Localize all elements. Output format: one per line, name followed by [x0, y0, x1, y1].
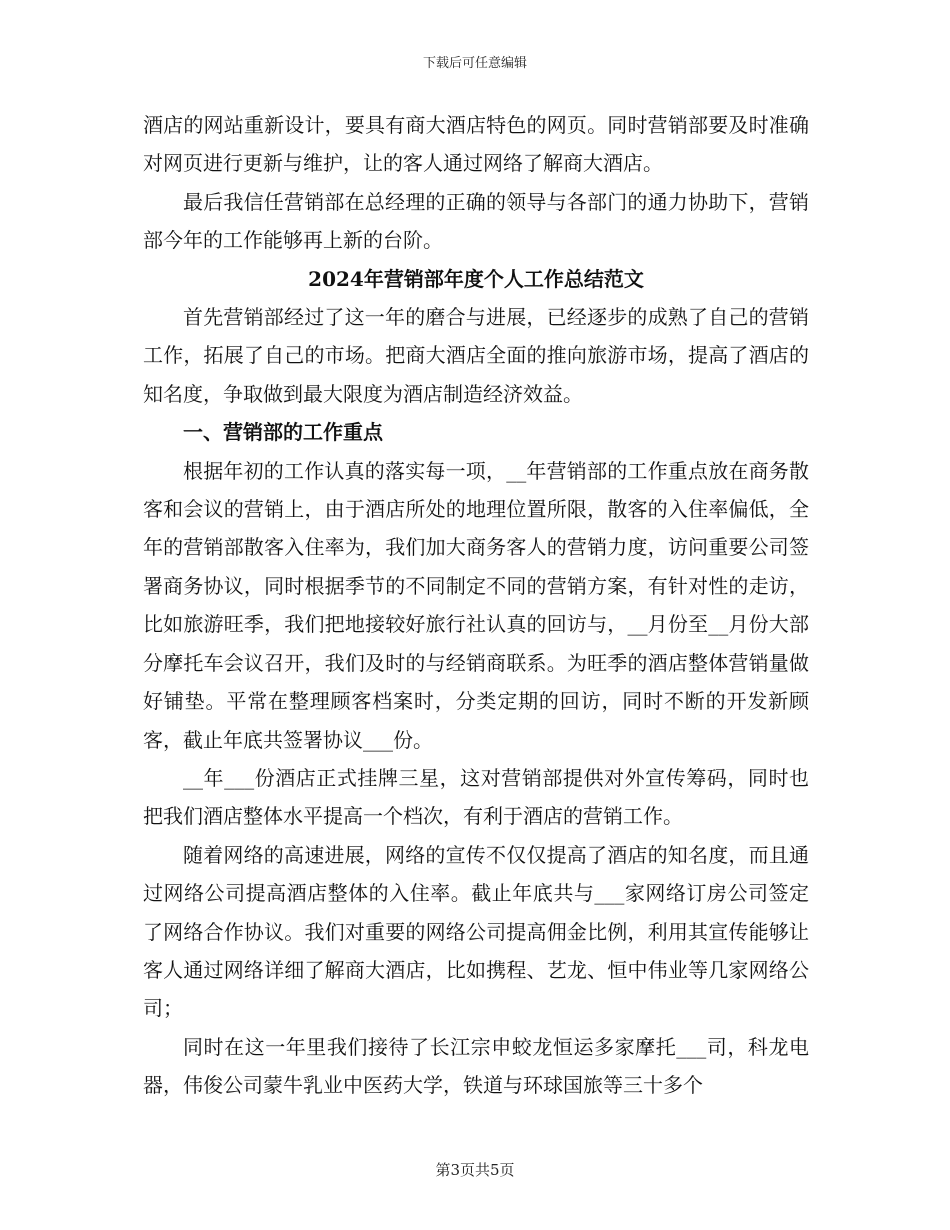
- page-number-footer: 第3页共5页: [435, 1161, 515, 1179]
- document-body: [143, 106, 809, 1105]
- section-heading-work-focus: 一、营销部的工作重点: [183, 420, 383, 445]
- paragraph-online-marketing: 随着网络的高速进展，网络的宣传不仅仅提高了酒店的知名度，而且通过网络公司提高酒店整体的入住率。截止年底共与___家网络订房公司签定了网络合作协议。我们对重要的网络公司提高佣金比例，利用其宣传能够让客人通过网络详细了解商大酒店，比如携程、艺龙、恒中伟业等几家网络公司；: [143, 842, 809, 1021]
- paragraph-work-focus: 根据年初的工作认真的落实每一项，__年营销部的工作重点放在商务散客和会议的营销上，由于酒店所处的地理位置所限，散客的入住率偏低，全年的营销部散客入住率为，我们加大商务客人的营销力度，访问重要公司签署商务协议，同时根据季节的不同制定不同的营销方案，有针对性的走访，比如旅游旺季，我们把地接较好旅行社认真的回访与，__月份至__月份大部分摩托车会议召开，我们及时的与经销商联系。为旺季的酒店整体营销量做好铺垫。平常在整理顾客档案时，分类定期的回访，同时不断的开发新顾客，截止年底共签署协议___份。: [143, 458, 809, 752]
- paragraph-closing-statement: 最后我信任营销部在总经理的正确的领导与各部门的通力协助下，营销部今年的工作能够再上新的台阶。: [143, 189, 809, 253]
- paragraph-website-redesign: 酒店的网站重新设计，要具有商大酒店特色的网页。同时营销部要及时准确对网页进行更新与维护，让的客人通过网络了解商大酒店。: [143, 113, 809, 176]
- section-title: 2024年营销部年度个人工作总结范文: [308, 266, 644, 291]
- paragraph-clients-received: 同时在这一年里我们接待了长江宗申蛟龙恒运多家摩托___司，科龙电器，伟俊公司蒙牛乳业中医药大学，铁道与环球国旅等三十多个: [143, 1034, 809, 1098]
- page-header-note: 下载后可任意编辑: [422, 56, 527, 71]
- paragraph-three-star: __年___份酒店正式挂牌三星，这对营销部提供对外宣传筹码，同时也把我们酒店整体水平提高一个档次，有利于酒店的营销工作。: [143, 765, 809, 829]
- paragraph-introduction: 首先营销部经过了这一年的磨合与进展，已经逐步的成熟了自己的营销工作，拓展了自己的市场。把商大酒店全面的推向旅游市场，提高了酒店的知名度，争取做到最大限度为酒店制造经济效益。: [143, 305, 809, 406]
